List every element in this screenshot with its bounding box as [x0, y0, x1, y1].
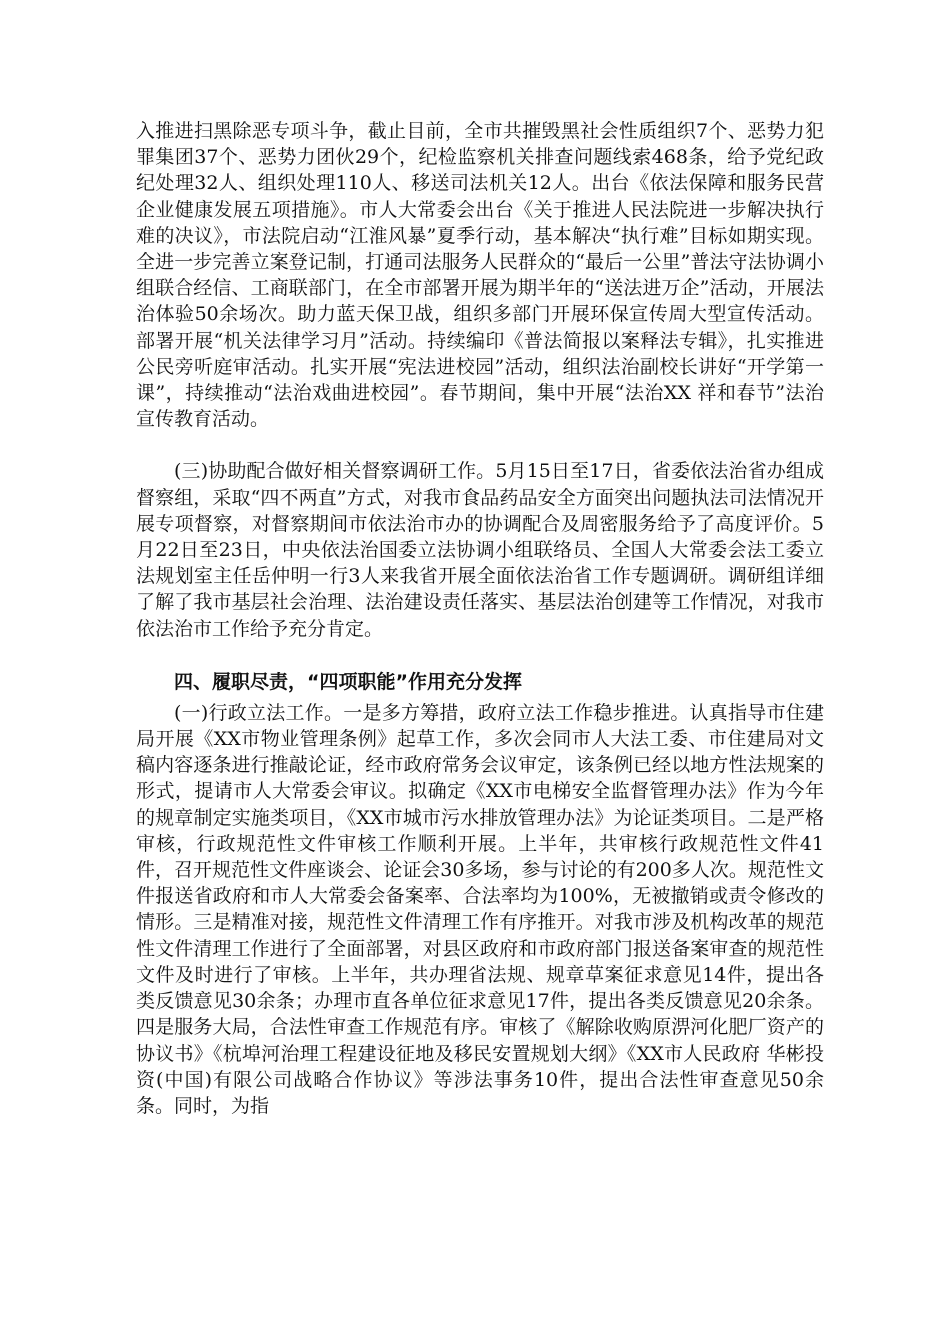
- document-page: [136, 118, 824, 1119]
- paragraph-continuation: 入推进扫黑除恶专项斗争，截止目前，全市共摧毁黑社会性质组织7个、恶势力犯罪集团37个、恶势力团伙29个，纪检监察机关排查问题线索468条，给予党纪政纪处理32人、组织处理110人、移送司法机关12人。出台《依法保障和服务民营企业健康发展五项措施》。市人大常委会出台《关于推进人民法院进一步解决执行难的决议》，市法院启动“江淮风暴”夏季行动，基本解决“执行难”目标如期实现。全进一步完善立案登记制，打通司法服务人民群众的“最后一公里”普法守法协调小组联合经信、工商联部门，在全市部署开展为期半年的“送法进万企”活动，开展法治体验50余场次。助力蓝天保卫战，组织多部门开展环保宣传周大型宣传活动。部署开展“机关法律学习月”活动。持续编印《普法简报以案释法专辑》，扎实推进公民旁听庭审活动。扎实开展“宪法进校园”活动，组织法治副校长讲好“开学第一课”，持续推动“法治戏曲进校园”。春节期间，集中开展“法治XX 祥和春节”法治宣传教育活动。: [136, 120, 824, 431]
- section-heading: 四、履职尽责，“四项职能”作用充分发挥: [174, 670, 522, 693]
- paragraph-legislation: (一)行政立法工作。一是多方筹措，政府立法工作稳步推进。认真指导市住建局开展《XX市物业管理条例》起草工作，多次会同市人大法工委、市住建局对文稿内容逐条进行推敲论证，经市政府常务会议审定，该条例已经以地方性法规案的形式，提请市人大常委会审议。拟确定《XX市电梯安全监督管理办法》作为今年的规章制定实施类项目，《XX市城市污水排放管理办法》为论证类项目。二是严格审核，行政规范性文件审核工作顺利开展。上半年，共审核行政规范性文件41件，召开规范性文件座谈会、论证会30多场，参与讨论的有200多人次。规范性文件报送省政府和市人大常委会备案率、合法率均为100%，无被撤销或责令修改的情形。三是精准对接，规范性文件清理工作有序推开。对我市涉及机构改革的规范性文件清理工作进行了全面部署，对县区政府和市政府部门报送备案审查的规范性文件及时进行了审核。上半年，共办理省法规、规章草案征求意见14件，提出各类反馈意见30余条；办理市直各单位征求意见17件，提出各类反馈意见20余条。四是服务大局，合法性审查工作规范有序。审核了《解除收购原淠河化肥厂资产的协议书》《杭埠河治理工程建设征地及移民安置规划大纲》《XX市人民政府 华彬投资(中国)有限公司战略合作协议》等涉法事务10件，提出合法性审查意见50余条。同时，为指: [136, 701, 824, 1117]
- paragraph-supervision: (三)协助配合做好相关督察调研工作。5月15日至17日，省委依法治省办组成督察组，采取“四不两直”方式，对我市食品药品安全方面突出问题执法司法情况开展专项督察，对督察期间市依法治市办的协调配合及周密服务给予了高度评价。5月22日至23日，中央依法治国委立法协调小组联络员、全国人大常委会法工委立法规划室主任岳仲明一行3人来我省开展全面依法治省工作专题调研。调研组详细了解了我市基层社会治理、法治建设责任落实、基层法治创建等工作情况，对我市依法治市工作给予充分肯定。: [136, 460, 824, 640]
